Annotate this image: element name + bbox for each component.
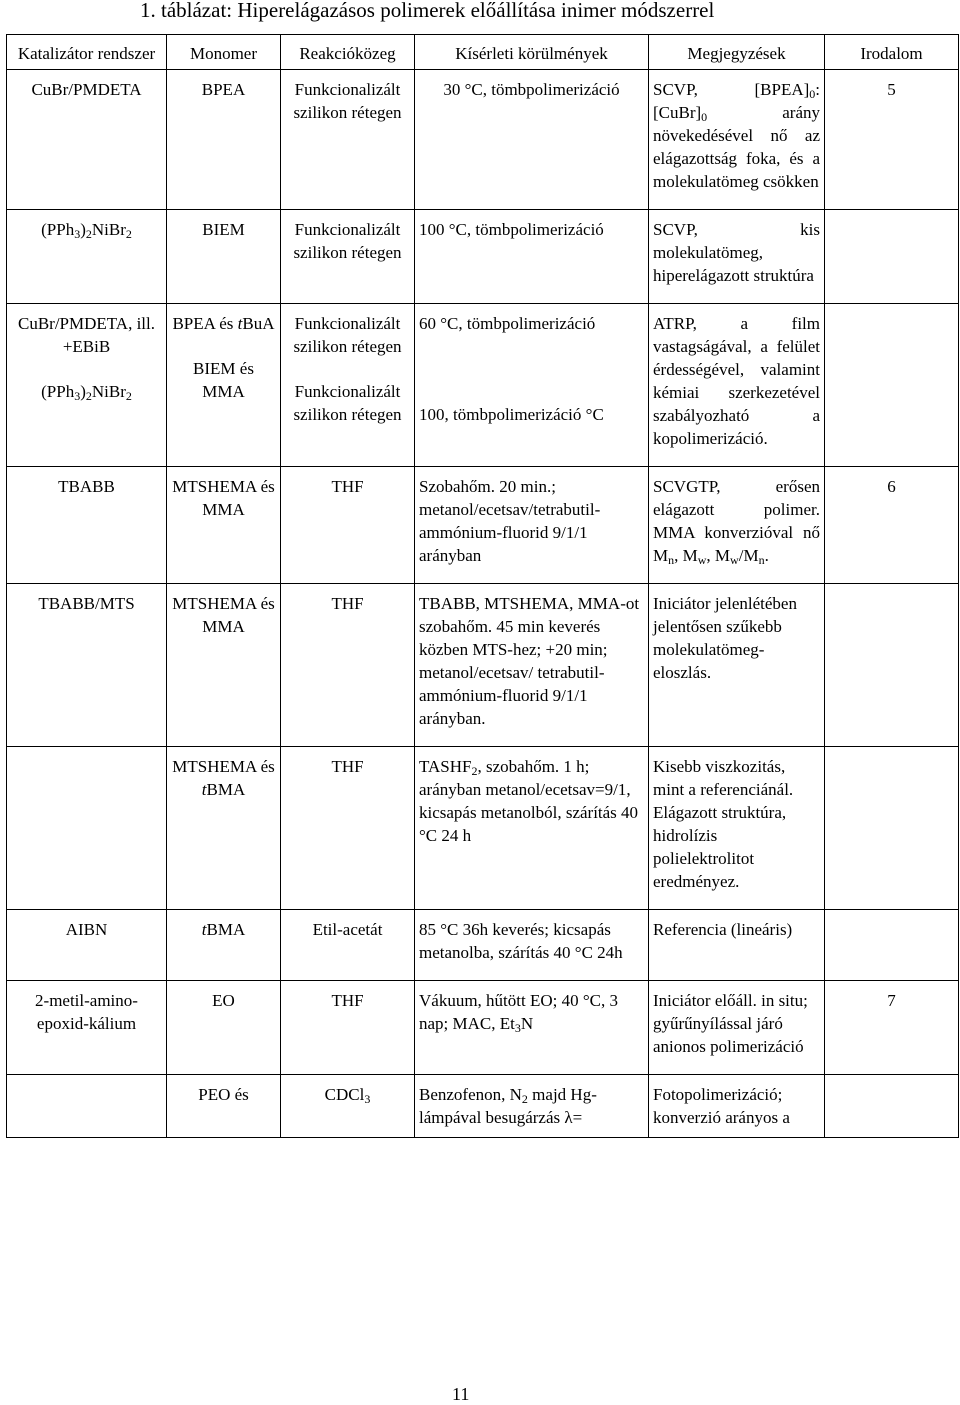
cell-medium: THF <box>281 981 415 1075</box>
cell-conditions: TBABB, MTSHEMA, MMA-ot szobahőm. 45 min keverés közben MTS-hez; +20 min; metanol/ecetsav/ tetrabutil-ammónium-fluorid 9/1/1 arányban. <box>415 584 649 747</box>
table-row <box>7 210 959 304</box>
cell-notes: Kisebb viszkozitás, mint a referenciánál. Elágazott struktúra, hidrolízis polielektrolitot eredményez. <box>649 747 825 910</box>
cell-medium: Funkcionalizált szilikon rétegen <box>281 70 415 210</box>
cell-medium: THF <box>281 584 415 747</box>
cell-monomer: MTSHEMA és MMA <box>167 467 281 584</box>
header-reference: Irodalom <box>825 35 959 70</box>
cell-conditions <box>415 304 649 467</box>
cell-conditions: 85 °C 36h keverés; kicsapás metanolba, szárítás 40 °C 24h <box>415 910 649 981</box>
cell-monomer: EO <box>167 981 281 1075</box>
table-caption: 1. táblázat: Hiperelágazásos polimerek előállítása inimer módszerrel <box>140 0 715 22</box>
cell-medium: THF <box>281 467 415 584</box>
cell-monomer <box>167 304 281 467</box>
cell-catalyst: $(PPh_3)_2NiBr_2$ <box>7 210 167 304</box>
cell-medium: Etil-acetát <box>281 910 415 981</box>
table-row <box>7 70 959 210</box>
cell-reference <box>825 747 959 910</box>
cell-monomer: MTSHEMA és tBMA <box>167 747 281 910</box>
cell-medium-b: Funkcionalizált szilikon rétegen <box>293 382 402 424</box>
table-row <box>7 1075 959 1138</box>
header-conditions: Kísérleti körülmények <box>415 35 649 70</box>
cell-catalyst: TBABB <box>7 467 167 584</box>
cell-medium: THF <box>281 747 415 910</box>
cell-notes: SCVP, kis molekulatömeg, hiperelágazott struktúra <box>649 210 825 304</box>
cell-conditions-a: 60 °C, tömbpolimerizáció <box>419 314 596 333</box>
cell-reference <box>825 910 959 981</box>
header-monomer: Monomer <box>167 35 281 70</box>
cell-monomer: tBMA <box>167 910 281 981</box>
cell-catalyst: 2-metil-amino-epoxid-kálium <box>7 981 167 1075</box>
cell-catalyst <box>7 304 167 467</box>
cell-conditions: Vákuum, hűtött EO; 40 °C, 3 nap; MAC, $Et_3N$ <box>415 981 649 1075</box>
cell-conditions-b: 100, tömbpolimerizáció °C <box>419 405 604 424</box>
cell-reference: 6 <box>825 467 959 584</box>
cell-catalyst-a: CuBr/PMDETA, ill. +EBiB <box>17 314 155 356</box>
cell-monomer: MTSHEMA és MMA <box>167 584 281 747</box>
cell-monomer-a: BPEA és tBuA <box>172 314 275 333</box>
cell-notes: SCVGTP, erősen elágazott polimer. MMA konverzióval nő $M_n$, $M_w$, $M_w/M_n$. <box>649 467 825 584</box>
cell-reference <box>825 304 959 467</box>
cell-catalyst: AIBN <box>7 910 167 981</box>
cell-notes: Iniciátor jelenlétében jelentősen szűkebb molekulatömeg-eloszlás. <box>649 584 825 747</box>
cell-reference <box>825 1075 959 1138</box>
table-row <box>7 304 959 467</box>
cell-reference: 5 <box>825 70 959 210</box>
cell-reference <box>825 210 959 304</box>
table-row <box>7 910 959 981</box>
cell-medium <box>281 304 415 467</box>
cell-conditions: Benzofenon, $N_2$ majd Hg-lámpával besugárzás λ= <box>415 1075 649 1138</box>
cell-notes: ATRP, a film vastagságával, a felület érdességével, valamint kémiai szerkezetével szabályozható a kopolimerizáció. <box>649 304 825 467</box>
table-row <box>7 467 959 584</box>
cell-catalyst <box>7 747 167 910</box>
cell-notes: Referencia (lineáris) <box>649 910 825 981</box>
cell-monomer: PEO és <box>167 1075 281 1138</box>
cell-conditions: Szobahőm. 20 min.; metanol/ecetsav/tetrabutil-ammónium-fluorid 9/1/1 arányban <box>415 467 649 584</box>
header-medium: Reakcióközeg <box>281 35 415 70</box>
header-notes: Megjegyzések <box>649 35 825 70</box>
cell-reference: 7 <box>825 981 959 1075</box>
cell-conditions: 30 °C, tömbpolimerizáció <box>415 70 649 210</box>
cell-medium: Funkcionalizált szilikon rétegen <box>281 210 415 304</box>
cell-reference <box>825 584 959 747</box>
header-catalyst: Katalizátor rendszer <box>7 35 167 70</box>
polymer-table <box>6 34 959 1138</box>
cell-catalyst-b: $(PPh_3)_2NiBr_2$ <box>41 382 132 403</box>
cell-catalyst: TBABB/MTS <box>7 584 167 747</box>
cell-monomer: BIEM <box>167 210 281 304</box>
cell-catalyst: CuBr/PMDETA <box>7 70 167 210</box>
cell-medium: CDCl$_3$ <box>281 1075 415 1138</box>
cell-monomer: BPEA <box>167 70 281 210</box>
cell-notes: Fotopolimerizáció; konverzió arányos a <box>649 1075 825 1138</box>
cell-medium-a: Funkcionalizált szilikon rétegen <box>293 314 402 356</box>
cell-monomer-b: BIEM és MMA <box>193 359 254 401</box>
cell-conditions: $TASHF_2$, szobahőm. 1 h; arányban metanol/ecetsav=9/1, kicsapás metanolból, szárítás 40 °C 24 h <box>415 747 649 910</box>
table-row <box>7 584 959 747</box>
table-row <box>7 747 959 910</box>
header-row <box>7 35 959 70</box>
cell-catalyst <box>7 1075 167 1138</box>
page-number: 11 <box>452 1384 470 1404</box>
cell-conditions: 100 °C, tömbpolimerizáció <box>415 210 649 304</box>
cell-notes: SCVP, $[BPEA]_0:[CuBr]_0$ arány növekedésével nő az elágazottság foka, és a molekulatömeg csökken <box>649 70 825 210</box>
table-row <box>7 981 959 1075</box>
cell-notes: Iniciátor előáll. in situ; gyűrűnyílással járó anionos polimerizáció <box>649 981 825 1075</box>
